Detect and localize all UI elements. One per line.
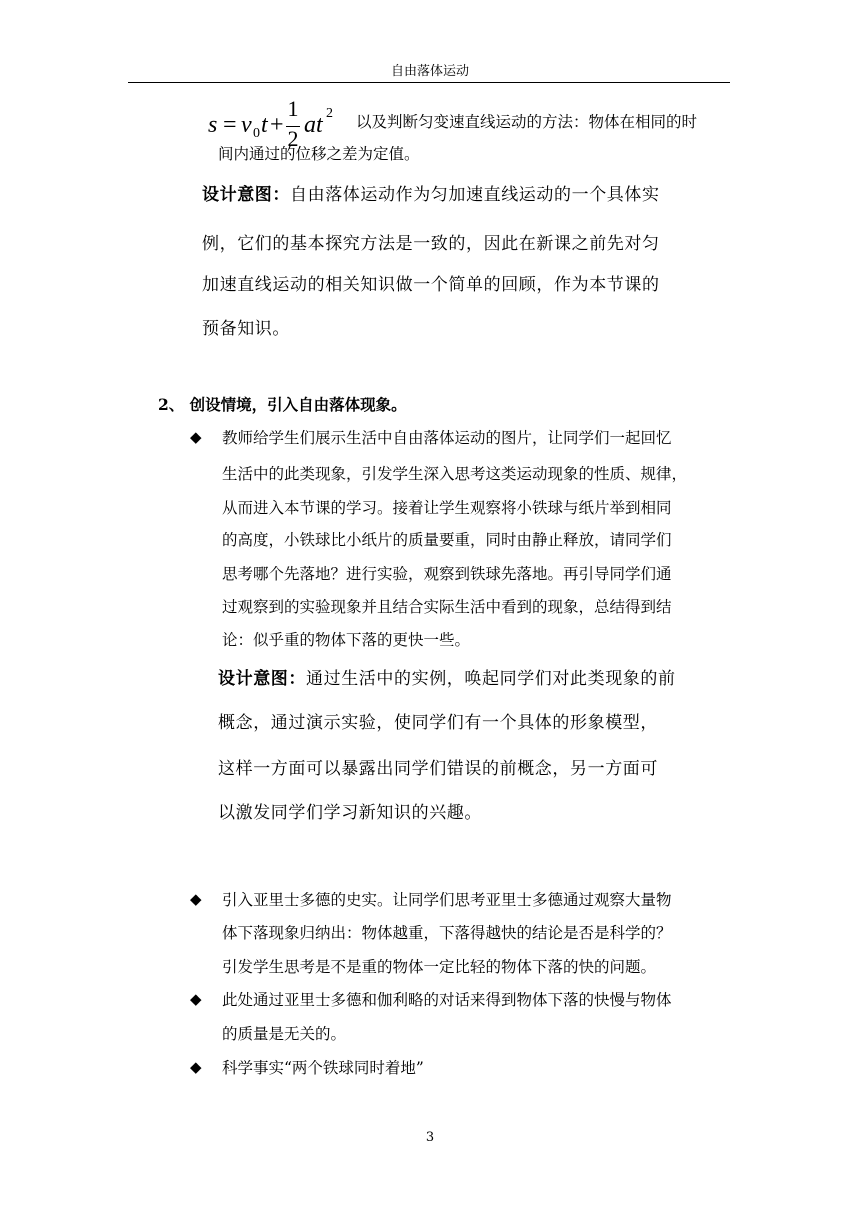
bullet-2-line-1: 引入亚里士多德的史实。让同学们思考亚里士多德通过观察大量物: [222, 891, 672, 909]
bullet-1-line-6: 过观察到的实验现象并且结合实际生活中看到的现象，总结得到结: [222, 598, 672, 616]
bullet-2-line-3: 引发学生思考是不是重的物体一定比轻的物体下落的快的问题。: [222, 958, 657, 976]
bullet-1-line-2: 生活中的此类现象，引发学生深入思考这类运动现象的性质、规律，: [222, 465, 688, 483]
bullet-1-line-7: 论：似乎重的物体下落的更快一些。: [222, 631, 471, 649]
design-intent-text: 通过生活中的实例，唤起同学们对此类现象的前: [306, 669, 676, 689]
formula-plus: +: [270, 112, 284, 138]
design-intent-label: 设计意图：: [202, 185, 290, 205]
design-intent-2-line-4: 以激发同学们学习新知识的兴趣。: [218, 803, 482, 823]
formula-subscript: 0: [253, 126, 260, 141]
bullet-1-line-3: 从而进入本节课的学习。接着让学生观察将小铁球与纸片举到相同: [222, 499, 672, 517]
design-intent-2-line-3: 这样一方面可以暴露出同学们错误的前概念，另一方面可: [218, 759, 658, 779]
design-intent-1-line-1: [202, 184, 660, 206]
bullet-3-line-1: 此处通过亚里士多德和伽利略的对话来得到物体下落的快慢与物体: [222, 991, 672, 1009]
formula-s: s: [208, 112, 218, 138]
diamond-bullet-icon: ◆: [190, 890, 202, 908]
diamond-bullet-icon: ◆: [190, 1058, 202, 1076]
formula-t: t: [261, 112, 268, 138]
fraction-denominator: 2: [287, 126, 299, 151]
diamond-bullet-icon: ◆: [190, 428, 202, 446]
bullet-1-line-4: 的高度，小铁球比小纸片的质量要重，同时由静止释放，请同学们: [222, 531, 672, 549]
formula-v: v: [241, 112, 252, 138]
design-intent-2-line-1: [218, 668, 676, 690]
design-intent-1-line-2: 例，它们的基本探究方法是一致的，因此在新课之前先对匀: [202, 234, 660, 254]
bullet-1-line-1: 教师给学生们展示生活中自由落体运动的图片，让同学们一起回忆: [222, 429, 672, 447]
fraction-numerator: 1: [287, 96, 299, 121]
formula-at: at: [304, 112, 323, 138]
bullet-3-line-2: 的质量是无关的。: [222, 1025, 347, 1043]
design-intent-label: 设计意图：: [218, 669, 306, 689]
design-intent-2-line-2: 概念，通过演示实验，使同学们有一个具体的形象模型，: [218, 713, 658, 733]
section-2-heading: 2、 创设情境，引入自由落体现象。: [158, 395, 407, 414]
page-number: 3: [425, 1130, 435, 1145]
bullet-4-line-1: 科学事实“两个铁球同时着地”: [222, 1059, 424, 1077]
header-rule: [128, 82, 730, 83]
formula-equals: =: [223, 112, 237, 138]
formula-exponent: 2: [326, 106, 333, 121]
page-header-title: 自由落体运动: [390, 64, 469, 79]
design-intent-text: 自由落体运动作为匀加速直线运动的一个具体实: [290, 185, 660, 205]
design-intent-1-line-4: 预备知识。: [202, 319, 290, 339]
intro-line-2: 间内通过的位移之差为定值。: [218, 145, 420, 163]
diamond-bullet-icon: ◆: [190, 990, 202, 1008]
intro-line-1: 以及判断匀变速直线运动的方法：物体在相同的时: [356, 113, 698, 131]
bullet-1-line-5: 思考哪个先落地？进行实验，观察到铁球先落地。再引导同学们通: [222, 565, 672, 583]
bullet-2-line-2: 体下落现象归纳出：物体越重，下落得越快的结论是否是科学的？: [222, 924, 672, 942]
design-intent-1-line-3: 加速直线运动的相关知识做一个简单的回顾，作为本节课的: [202, 275, 660, 295]
